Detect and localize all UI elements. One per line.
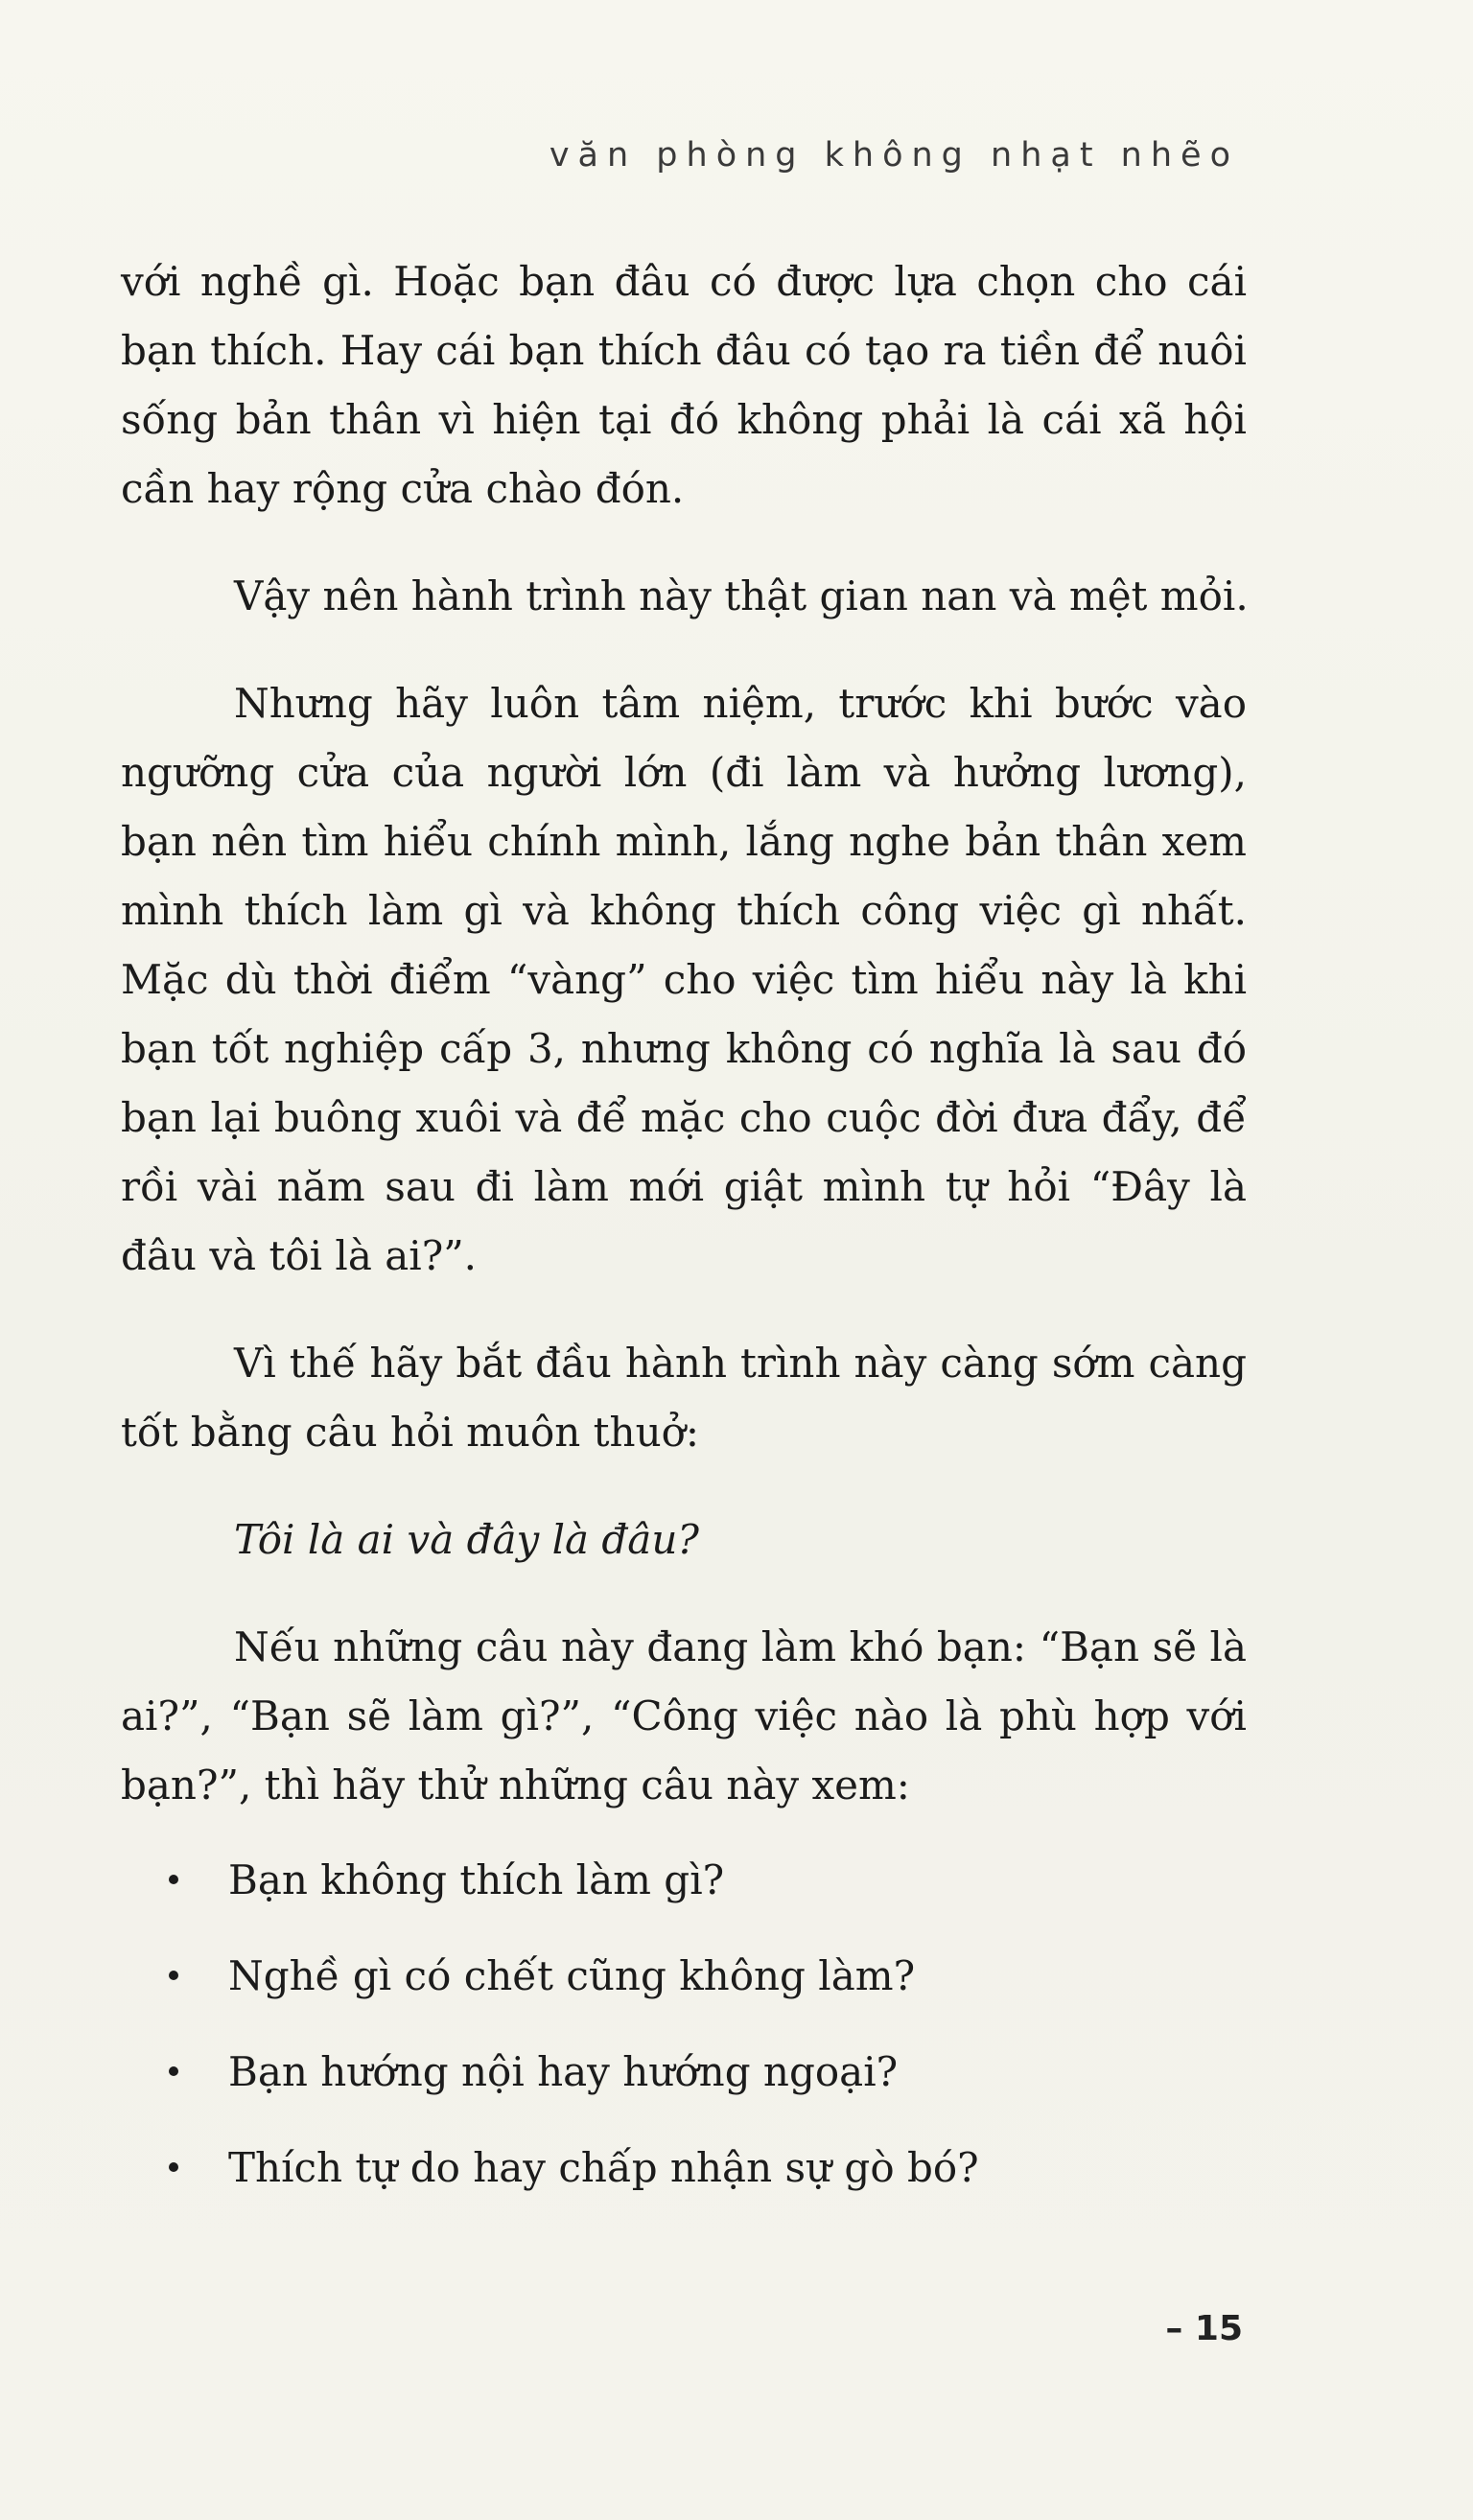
- text-line: rồi vài năm sau đi làm mới giật mình tự hỏi “Đây là: [121, 1163, 1247, 1210]
- text-line: Nếu những câu này đang làm khó bạn: “Bạn sẽ là: [234, 1623, 1247, 1670]
- paragraph: [121, 247, 1247, 524]
- list-item-text: Thích tự do hay chấp nhận sự gò bó?: [228, 2143, 979, 2191]
- text-line: bạn lại buông xuôi và để mặc cho cuộc đời đưa đẩy, để: [121, 1094, 1247, 1141]
- text-line: Vậy nên hành trình này thật gian nan và mệt mỏi.: [234, 572, 1249, 619]
- bullet-dot-icon: [169, 2066, 178, 2076]
- text-line: ngưỡng cửa của người lớn (đi làm và hưởng lương),: [121, 749, 1247, 796]
- page-number: – 15: [1165, 2309, 1243, 2348]
- list-item-text: Bạn hướng nội hay hướng ngoại?: [228, 2047, 899, 2095]
- text-line: đâu và tôi là ai?”.: [121, 1232, 478, 1279]
- text-line: Vì thế hãy bắt đầu hành trình này càng sớm càng: [234, 1340, 1247, 1387]
- text-line: sống bản thân vì hiện tại đó không phải là cái xã hội: [121, 396, 1247, 443]
- list-item: [121, 2119, 1247, 2215]
- bullet-dot-icon: [169, 2162, 178, 2172]
- paragraph: [121, 1613, 1247, 1820]
- text-line: tốt bằng câu hỏi muôn thuở:: [121, 1409, 700, 1456]
- text-line: bạn tốt nghiệp cấp 3, nhưng không có nghĩa là sau đó: [121, 1025, 1247, 1072]
- list-item-text: Nghề gì có chết cũng không làm?: [228, 1951, 916, 1999]
- text-line: bạn nên tìm hiểu chính mình, lắng nghe bản thân xem: [121, 818, 1247, 865]
- bullet-list: [121, 1832, 1247, 2215]
- list-item: [121, 1832, 1247, 1927]
- text-line: với nghề gì. Hoặc bạn đâu có được lựa chọn cho cái: [121, 258, 1247, 305]
- text-line: bạn?”, thì hãy thử những câu này xem:: [121, 1762, 910, 1808]
- text-line: Mặc dù thời điểm “vàng” cho việc tìm hiểu này là khi: [121, 956, 1247, 1003]
- paragraph: [121, 1505, 1247, 1575]
- paragraph: [121, 1329, 1247, 1467]
- text-line: bạn thích. Hay cái bạn thích đâu có tạo ra tiền để nuôi: [121, 327, 1247, 374]
- paragraph: [121, 669, 1247, 1291]
- list-item-text: Bạn không thích làm gì?: [228, 1855, 725, 1903]
- list-item: [121, 2023, 1247, 2119]
- bullet-dot-icon: [169, 1875, 178, 1884]
- bullet-dot-icon: [169, 1971, 178, 1980]
- list-item: [121, 1927, 1247, 2023]
- text-line: ai?”, “Bạn sẽ làm gì?”, “Công việc nào là phù hợp với: [121, 1692, 1247, 1739]
- italic-question: Tôi là ai và đây là đâu?: [234, 1516, 699, 1563]
- text-line: cần hay rộng cửa chào đón.: [121, 465, 685, 512]
- text-line: mình thích làm gì và không thích công việc gì nhất.: [121, 887, 1247, 934]
- text-line: Nhưng hãy luôn tâm niệm, trước khi bước vào: [234, 680, 1247, 727]
- running-header: văn phòng không nhạt nhẽo: [549, 136, 1239, 175]
- paragraph: [121, 562, 1247, 631]
- body-text: [121, 247, 1247, 2215]
